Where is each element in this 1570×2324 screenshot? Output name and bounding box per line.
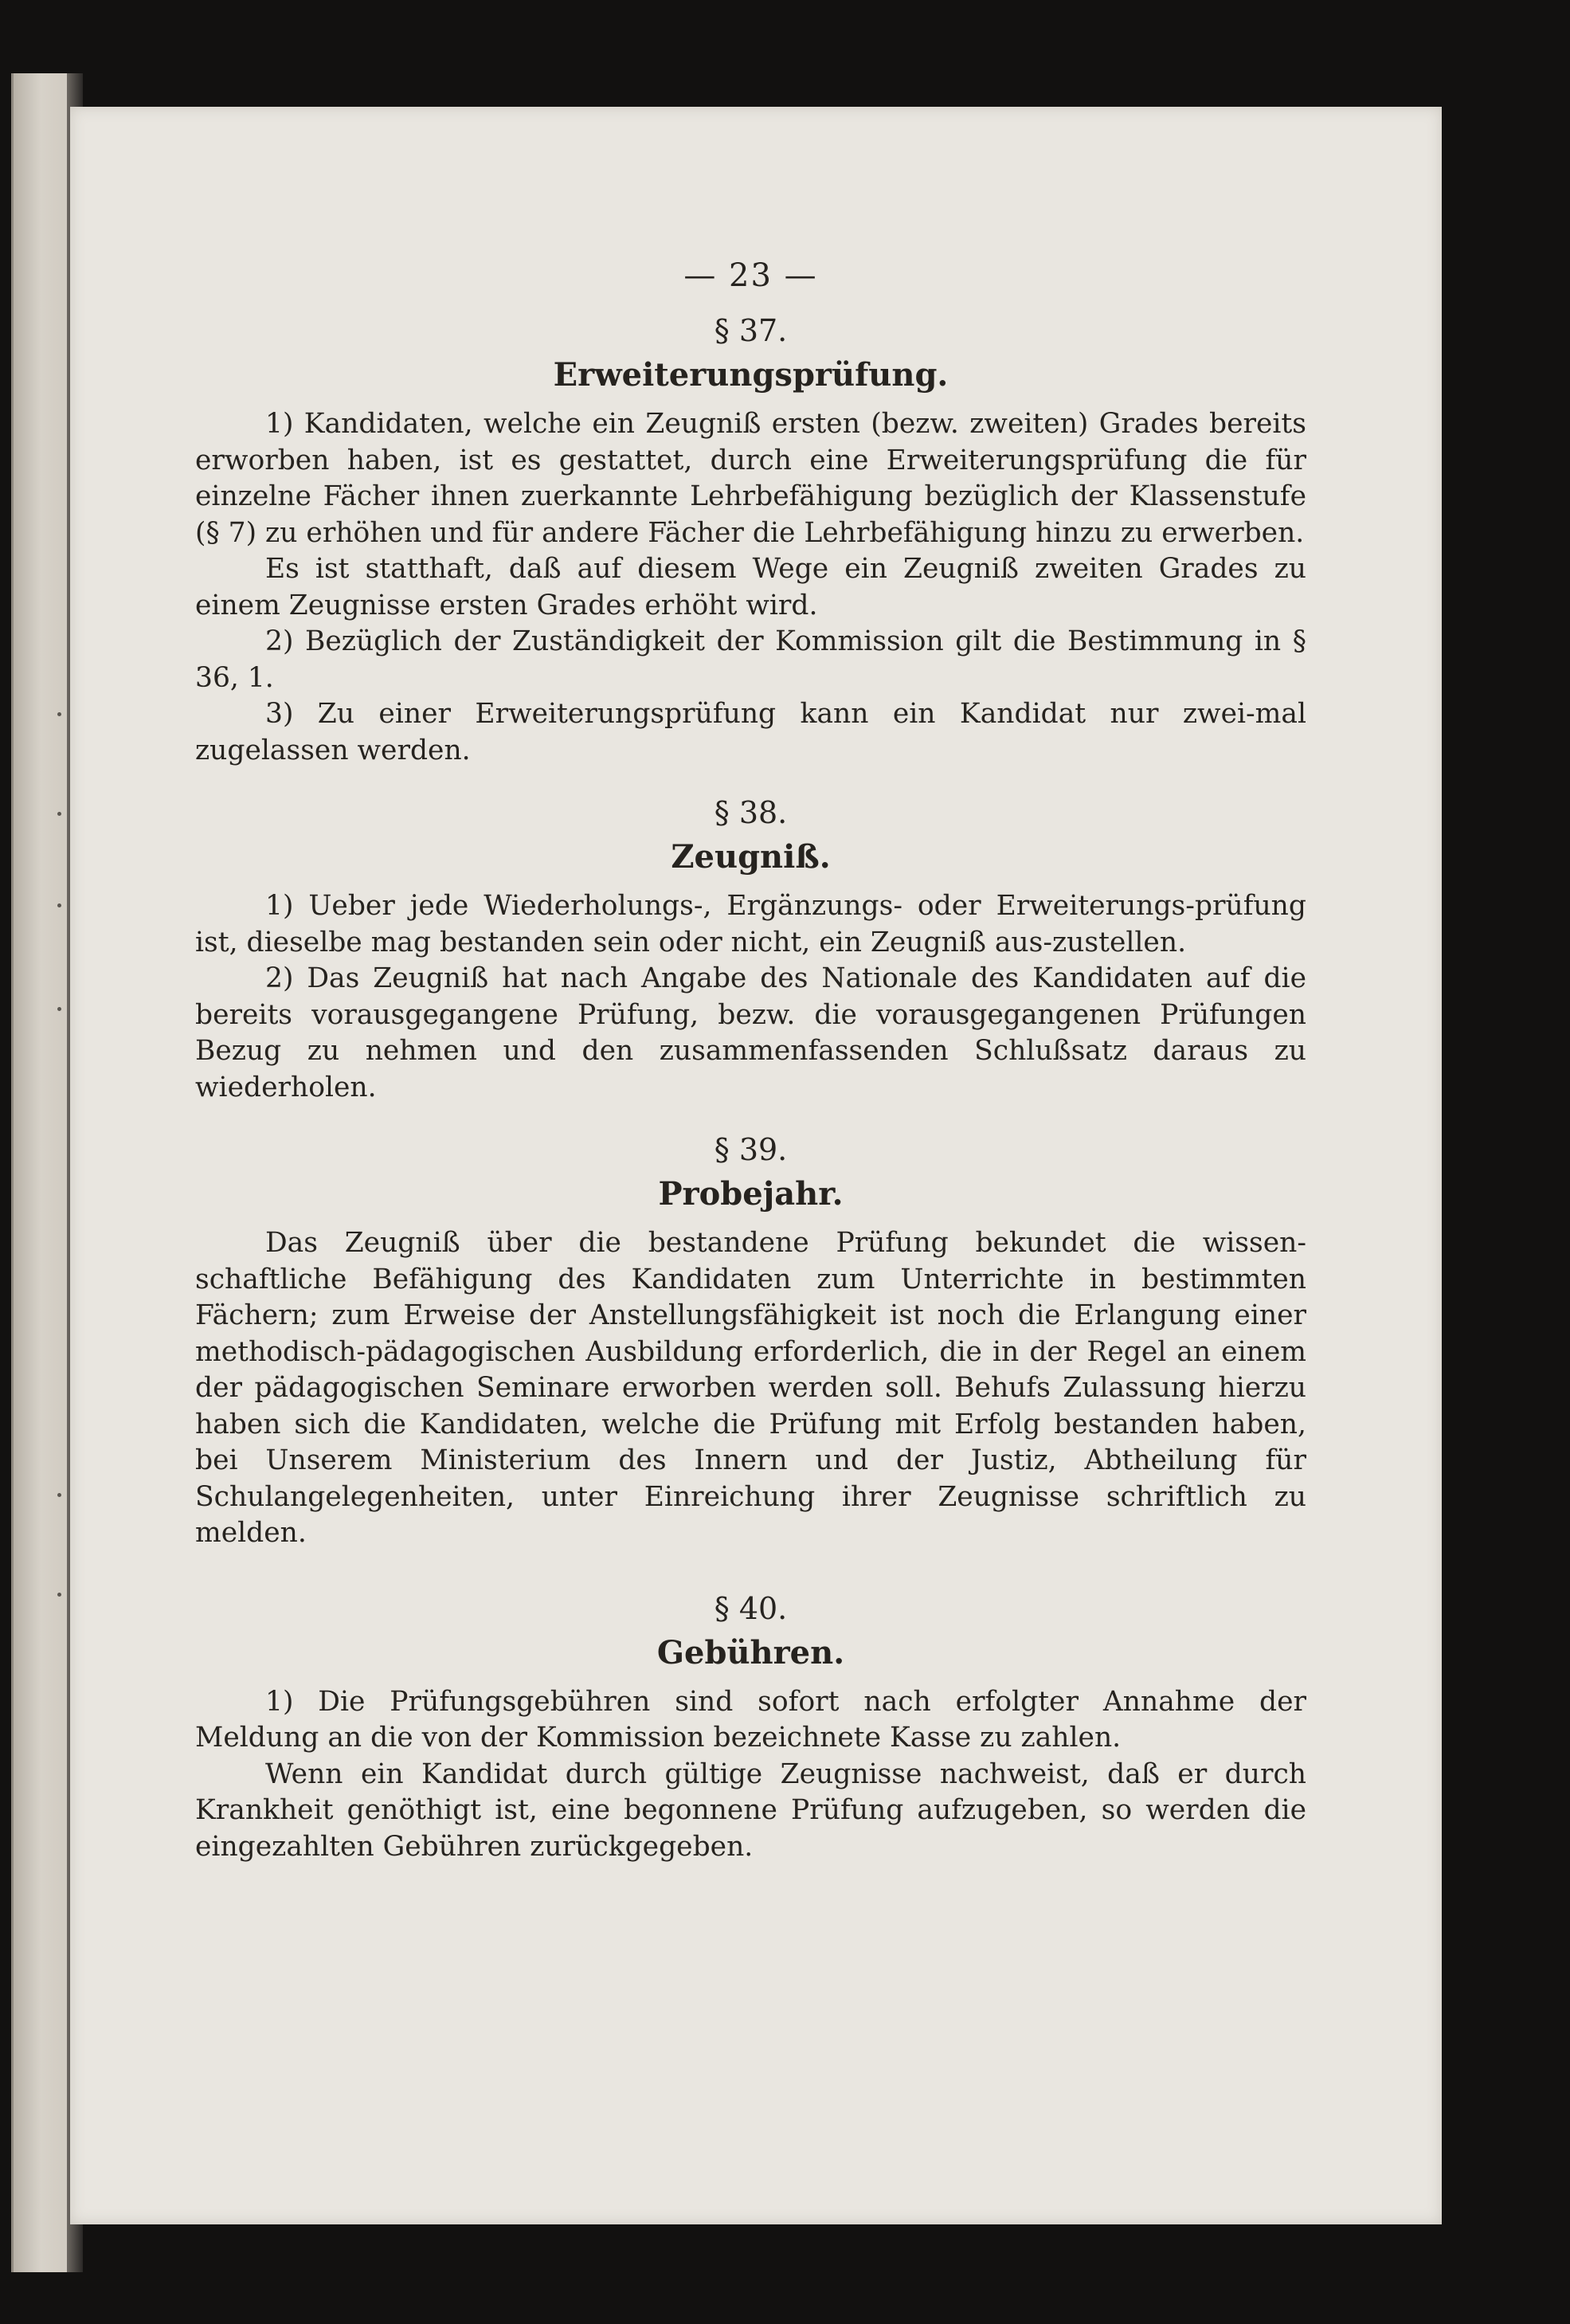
paragraph: 1) Ueber jede Wiederholungs-, Ergänzungs- oder Erweiterungs-prüfung ist, dieselbe mag bestanden sein oder nicht, ein Zeugniß aus-zustellen. <box>195 890 1306 958</box>
paragraph: Wenn ein Kandidat durch gültige Zeugnisse nachweist, daß er durch Krankheit genöthigt ist, eine begonnene Prüfung aufzugeben, so werden die eingezahlten Gebühren zurückgegeben. <box>195 1758 1306 1863</box>
paragraph: 3) Zu einer Erweiterungsprüfung kann ein Kandidat nur zwei-mal zugelassen werden. <box>195 698 1306 766</box>
section-38 <box>195 794 1306 1106</box>
margin-speck <box>57 1493 61 1497</box>
previous-page-edge <box>11 73 74 2272</box>
paragraph: 1) Kandidaten, welche ein Zeugniß ersten (bezw. zweiten) Grades bereits erworben haben, ist es gestattet, durch eine Erweiterungsprüfung die für einzelne Fächer ihnen zuerkannte Lehrbefähigung bezüglich der Klassenstufe (§ 7) zu erhöhen und für andere Fächer die Lehrbefähigung hinzu zu erwerben. <box>195 408 1306 549</box>
section-title: Gebühren. <box>656 1633 845 1671</box>
page-number: — 23 — <box>683 257 818 294</box>
margin-speck <box>57 812 61 816</box>
margin-speck <box>57 712 61 716</box>
section-mark: § 37. <box>714 313 788 348</box>
margin-speck <box>57 1007 61 1011</box>
section-mark: § 39. <box>714 1132 788 1167</box>
section-mark: § 38. <box>714 795 788 830</box>
section-40 <box>195 1590 1306 1866</box>
margin-speck <box>57 1593 61 1597</box>
paragraph: 1) Die Prüfungsgebühren sind sofort nach erfolgter Annahme der Meldung an die von der Kommission bezeichnete Kasse zu zahlen. <box>195 1685 1306 1754</box>
paragraph: 2) Bezüglich der Zuständigkeit der Kommission gilt die Bestimmung in § 36, 1. <box>195 625 1306 694</box>
paragraph: Das Zeugniß über die bestandene Prüfung bekundet die wissen-schaftliche Befähigung des Kandidaten zum Unterrichte in bestimmten Fächern; zum Erweise der Anstellungsfähigkeit ist noch die Erlangung einer methodisch-pädagogischen Ausbildung erforderlich, die in der Regel an einem der pädagogischen Seminare erworben werden soll. Behufs Zulassung hierzu haben sich die Kandidaten, welche die Prüfung mit Erfolg bestanden haben, bei Unserem Ministerium des Innern und der Justiz, Abtheilung für Schulangelegenheiten, unter Einreichung ihrer Zeugnisse schriftlich zu melden. <box>195 1227 1306 1549</box>
page-text <box>195 257 1306 1865</box>
section-title: Erweiterungsprüfung. <box>553 356 949 394</box>
section-title: Zeugniß. <box>671 838 831 876</box>
document-page <box>70 107 1442 2224</box>
margin-speck <box>57 903 61 907</box>
section-37 <box>195 312 1306 769</box>
section-mark: § 40. <box>714 1590 788 1626</box>
paragraph: Es ist statthaft, daß auf diesem Wege ein Zeugniß zweiten Grades zu einem Zeugnisse ersten Grades erhöht wird. <box>195 553 1306 621</box>
paragraph: 2) Das Zeugniß hat nach Angabe des Nationale des Kandidaten auf die bereits vorausgegangene Prüfung, bezw. die vorausgegangenen Prüfungen Bezug zu nehmen und den zusammenfassenden Schlußsatz daraus zu wiederholen. <box>195 962 1306 1103</box>
section-title: Probejahr. <box>658 1175 844 1213</box>
section-39 <box>195 1131 1306 1552</box>
